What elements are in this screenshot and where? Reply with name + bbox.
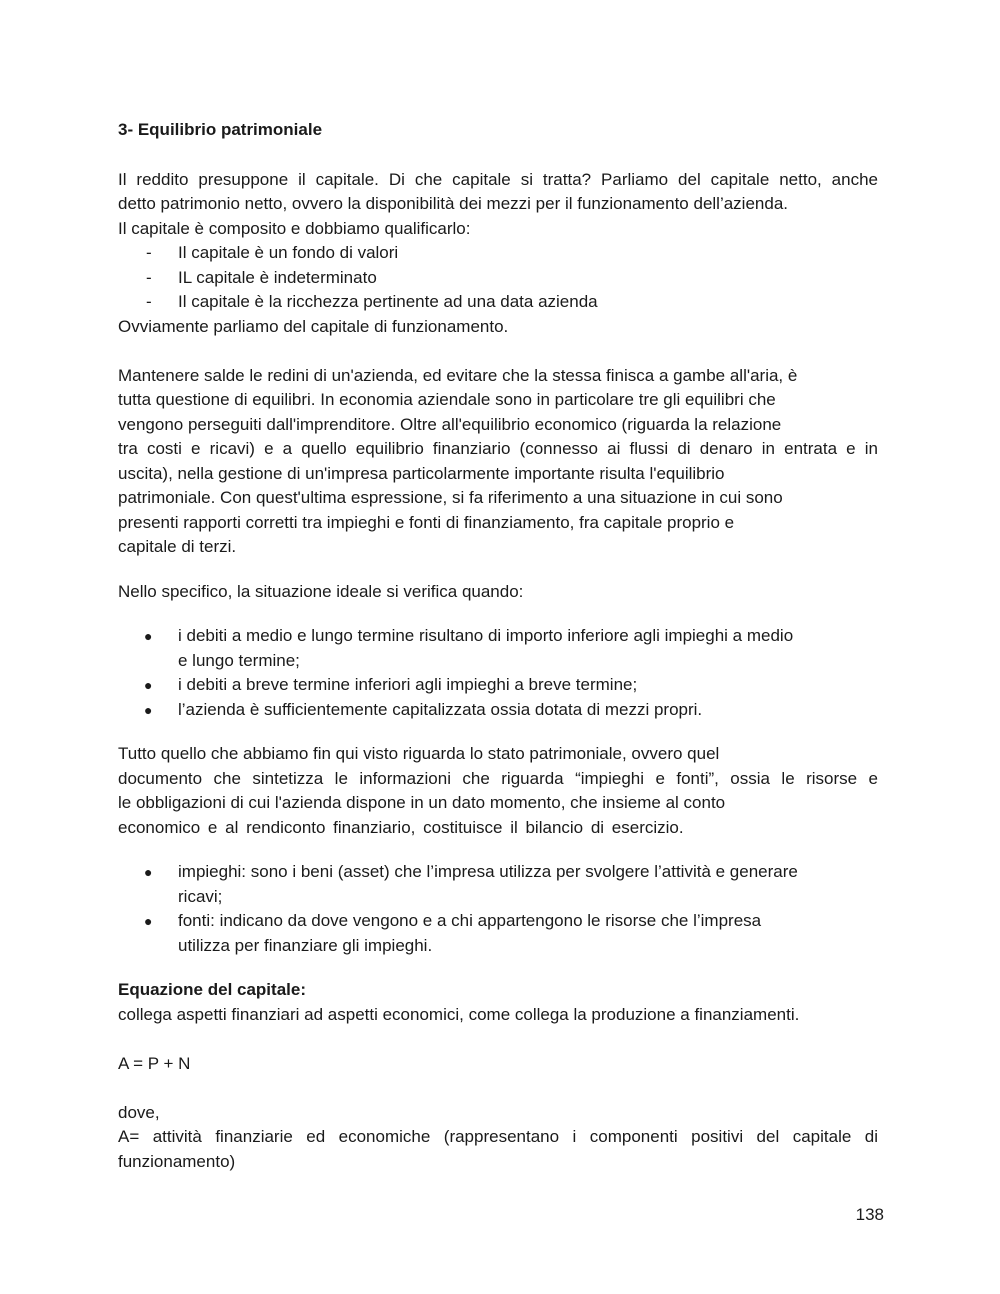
dash-marker: -: [146, 243, 152, 262]
equazione-section: [118, 978, 878, 1174]
intro-paragraph: [118, 168, 878, 242]
bullet-marker: ●: [144, 701, 153, 718]
intro-closing: Ovviamente parliamo del capitale di funzionamento.: [118, 316, 509, 336]
equazione-dove: dove,: [118, 1102, 160, 1122]
dash-list-item: [118, 290, 878, 315]
bullet-item-line: l’azienda è sufficientemente capitalizzata ossia dotata di mezzi propri.: [178, 699, 703, 719]
bullet-item-line: i debiti a medio e lungo termine risultano di importo inferiore agli impieghi a medio: [178, 626, 794, 645]
equazione-heading: Equazione del capitale:: [118, 980, 306, 999]
paragraph-line: Mantenere salde le redini di un'azienda, ed evitare che la stessa finisca a gambe all'aria, è: [118, 365, 798, 385]
dash-item-text: Il capitale è un fondo di valori: [178, 243, 399, 262]
paragraph-line: tutta questione di equilibri. In economia aziendale sono in particolare tre gli equilibri che: [118, 390, 776, 409]
bullet-item-line: i debiti a breve termine inferiori agli impieghi a breve termine;: [178, 675, 638, 694]
bullet-item-line: fonti: indicano da dove vengono e a chi appartengono le risorse che l’impresa: [178, 911, 762, 930]
paragraph-line: uscita), nella gestione di un'impresa particolarmente importante risulta l'equilibrio: [118, 463, 725, 483]
situazione-intro: Nello specifico, la situazione ideale si verifica quando:: [118, 581, 524, 601]
intro-line: detto patrimonio netto, ovvero la disponibilità dei mezzi per il funzionamento dell’azienda.: [118, 194, 788, 213]
equazione-formula: A = P + N: [118, 1053, 191, 1073]
paragraph-line: documento che sintetizza le informazioni che riguarda “impieghi e fonti”, ossia le risorse e: [118, 768, 878, 788]
intro-line: Il reddito presuppone il capitale. Di che capitale si tratta? Parliamo del capitale netto, anche: [118, 169, 878, 189]
equazione-definition-line: funzionamento): [118, 1151, 236, 1171]
paragraph-line: patrimoniale. Con quest'ultima espressione, si fa riferimento a una situazione in cui sono: [118, 488, 783, 507]
equazione-description: collega aspetti finanziari ad aspetti economici, come collega la produzione a finanziamenti.: [118, 1004, 800, 1024]
definizioni-list: [118, 860, 878, 958]
intro-line: Il capitale è composito e dobbiamo qualificarlo:: [118, 218, 471, 238]
bullet-list-item: [118, 698, 878, 723]
dash-list-item: [118, 241, 878, 266]
bullet-marker: ●: [144, 913, 153, 929]
paragraph-line: le obbligazioni di cui l'azienda dispone in un dato momento, che insieme al conto: [118, 793, 726, 812]
page-number: 138: [855, 1205, 884, 1224]
dash-list: [118, 241, 878, 315]
paragraph-line: vengono perseguiti dall'imprenditore. Oltre all'equilibrio economico (riguarda la relazione: [118, 414, 782, 434]
dash-list-item: [118, 266, 878, 291]
bullet-list-item: [118, 860, 878, 909]
stato-patrimoniale-paragraph: [118, 742, 878, 840]
dash-marker: -: [146, 292, 152, 311]
bullet-item-line: utilizza per finanziare gli impieghi.: [178, 935, 433, 955]
equilibri-paragraph: [118, 364, 878, 560]
bullet-marker: ●: [144, 864, 153, 880]
bullet-list-item: [118, 909, 878, 958]
bullet-item-line: ricavi;: [178, 886, 223, 906]
bullet-marker: ●: [144, 677, 153, 693]
bullet-item-line: impieghi: sono i beni (asset) che l’impresa utilizza per svolgere l’attività e generare: [178, 862, 798, 881]
section-title: 3- Equilibrio patrimoniale: [118, 120, 323, 139]
dash-item-text: IL capitale è indeterminato: [178, 267, 377, 287]
paragraph-line: Tutto quello che abbiamo fin qui visto riguarda lo stato patrimoniale, ovvero quel: [118, 744, 720, 763]
dash-marker: -: [146, 267, 152, 287]
bullet-item-line: e lungo termine;: [178, 650, 300, 670]
paragraph-line: capitale di terzi.: [118, 537, 237, 556]
situazione-list: [118, 624, 878, 722]
bullet-marker: ●: [144, 628, 153, 644]
dash-item-text: Il capitale è la ricchezza pertinente ad una data azienda: [178, 292, 598, 311]
bullet-list-item: [118, 624, 878, 673]
paragraph-line: presenti rapporti corretti tra impieghi e fonti di finanziamento, fra capitale proprio e: [118, 512, 735, 532]
paragraph-line: economico e al rendiconto finanziario, costituisce il bilancio di esercizio.: [118, 817, 684, 837]
paragraph-line: tra costi e ricavi) e a quello equilibrio finanziario (connesso ai flussi di denaro in entrata e in: [118, 439, 878, 458]
equazione-definition-line: A= attività finanziarie ed economiche (rappresentano i componenti positivi del capitale di: [118, 1127, 878, 1146]
document-page: [118, 118, 878, 1174]
bullet-list-item: [118, 673, 878, 698]
